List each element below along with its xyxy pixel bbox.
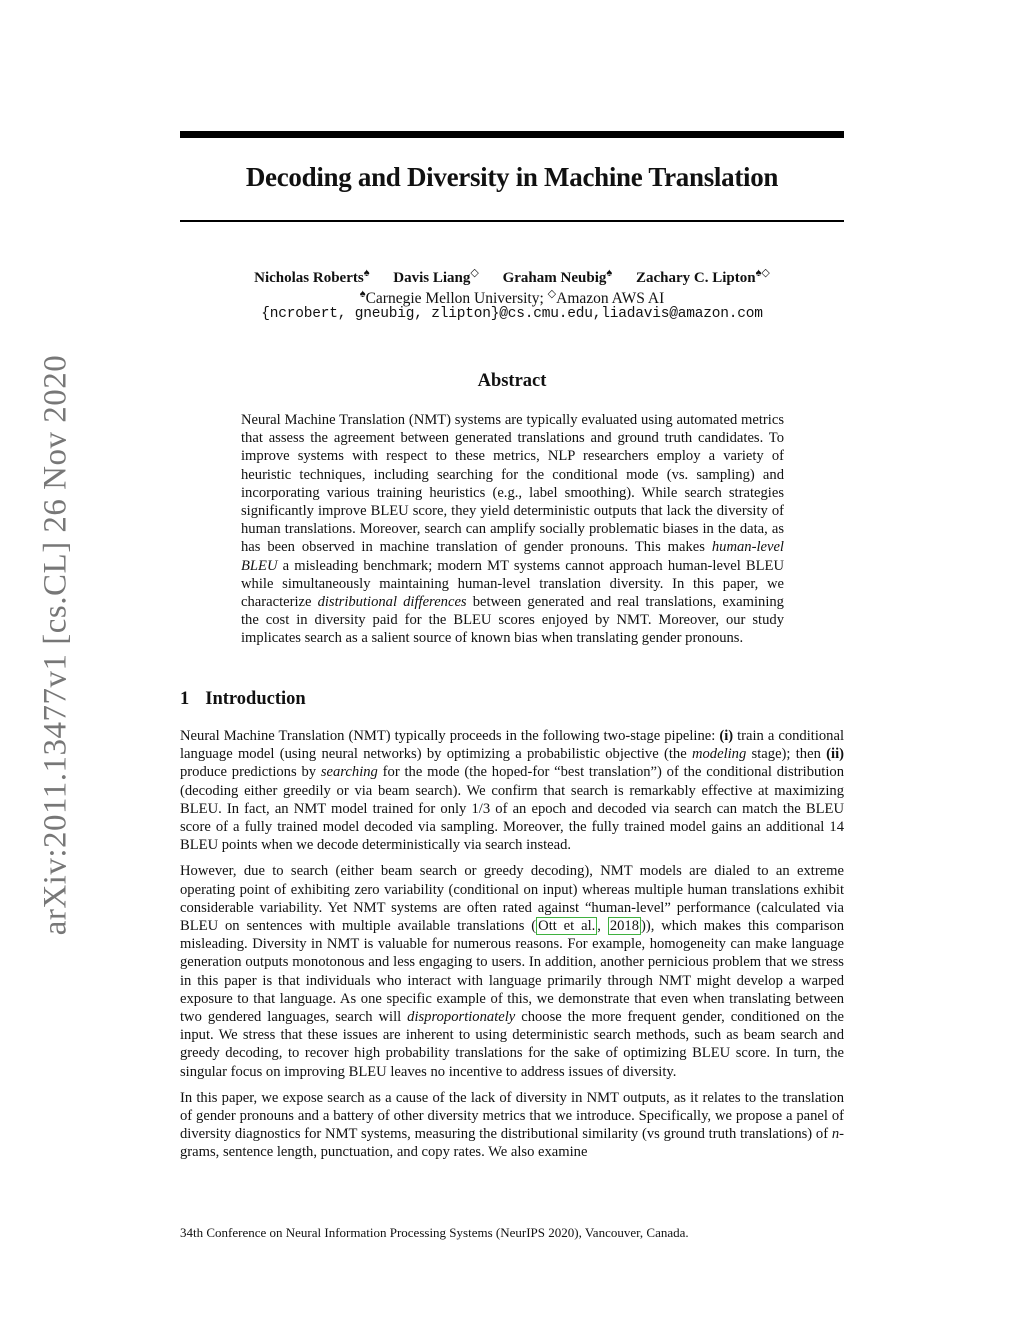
affiliations bbox=[180, 287, 844, 308]
body-text: of an epoch and decoded via search can match the BLEU score of a fully trained model decoded via sampling. Moreover, the fully trained model gains an additional 14 BLEU points when we decode deterministically via search instead. bbox=[180, 800, 844, 854]
body-text: -grams, sentence length, punctuation, and copy rates. We also examine bbox=[180, 1126, 844, 1161]
body-text: stage); then bbox=[746, 746, 827, 763]
conference-footnote: 34th Conference on Neural Information Processing Systems (NeurIPS 2020), Vancouver, Canada. bbox=[180, 1225, 689, 1240]
title-bottom-rule bbox=[180, 220, 844, 222]
author-name bbox=[502, 267, 613, 286]
author-name-text: Davis Liang bbox=[393, 270, 471, 286]
body-text: Neural Machine Translation (NMT) typically proceeds in the following two-stage pipeline: bbox=[180, 728, 720, 744]
author-name-text: Nicholas Roberts bbox=[254, 270, 364, 286]
affiliation-mark: ♠ bbox=[606, 267, 613, 279]
body-text: In this paper, we expose search as a cause of the lack of diversity in NMT outputs, as it relates to the translation of gender pronouns and a battery of other diversity metrics that we introduce. Specifically, we propose a panel of diversity diagnostics for NMT systems, measuring the distributional similarity (vs ground truth translations) of bbox=[180, 1089, 844, 1143]
body-bold: (i) bbox=[719, 728, 734, 744]
affiliation-text: Amazon AWS AI bbox=[556, 290, 665, 308]
abstract-emphasis: distributional differences bbox=[317, 594, 467, 611]
body-text: produce predictions by bbox=[180, 764, 321, 781]
author-name bbox=[254, 267, 370, 286]
abstract-text: Neural Machine Translation (NMT) systems are typically evaluated using automated metrics that assess the agreement between generated translations and ground truth candidates. To improve systems with respect to these metrics, NLP researchers employ a variety of heuristic techniques, including searching for the conditional mode (vs. sampling) and incorporating various training heuristics (e.g., label smoothing). While search strategies significantly improve BLEU score, they yield deterministic outputs that lack the diversity of human translations. Moreover, search can amplify socially problematic biases in the data, as has been observed in machine translation of gender pronouns. This makes bbox=[241, 412, 784, 556]
math-variable: n bbox=[831, 1126, 840, 1143]
author-list bbox=[180, 266, 844, 287]
body-text: train a conditional language model (using neural networks) by optimizing a probabilistic objective (the bbox=[180, 728, 845, 763]
affiliation-mark: ◇ bbox=[470, 267, 479, 279]
body-emphasis: modeling bbox=[691, 746, 747, 763]
abstract-heading: Abstract bbox=[477, 371, 547, 391]
arxiv-identifier-stamp: arXiv:2011.13477v1 [cs.CL] 26 Nov 2020 bbox=[37, 354, 74, 936]
author-name-text: Graham Neubig bbox=[502, 270, 607, 286]
body-text: for the mode (the hoped-for “best translation”) of the conditional distribution (decoding either greedily or via beam search). We confirm that search is remarkably effective at maximizing BLEU. In fact, an NMT model trained for only bbox=[180, 764, 845, 817]
author-name bbox=[635, 267, 770, 286]
section-heading bbox=[180, 689, 306, 710]
citation-link[interactable]: Ott et al. bbox=[538, 918, 596, 935]
math-fraction: 1/3 bbox=[471, 800, 491, 817]
author-name bbox=[393, 267, 479, 286]
body-bold: (ii) bbox=[826, 746, 844, 763]
body-text: However, due to search (either beam search or greedy decoding), NMT models are dialed to an extreme operating point of exhibiting zero variability (conditional on input) whereas multiple human translations exhibit considerable variability. Yet NMT systems are often rated against “human-level” performance (calculated via BLEU on sentences with multiple available translations ( bbox=[180, 863, 844, 935]
body-emphasis: searching bbox=[320, 764, 378, 781]
abstract-emphasis: human-level BLEU bbox=[241, 539, 784, 574]
body-paragraph bbox=[180, 727, 844, 854]
affiliation-text: Carnegie Mellon University; bbox=[365, 290, 548, 308]
affiliation-mark: ♠ bbox=[363, 267, 370, 279]
abstract-body bbox=[241, 411, 784, 648]
body-emphasis: disproportionately bbox=[407, 1009, 516, 1026]
affiliation-mark: ♠ bbox=[359, 288, 366, 300]
paper-title: Decoding and Diversity in Machine Translation bbox=[245, 162, 779, 192]
abstract-paragraph bbox=[241, 411, 784, 648]
affiliation-mark: ◇ bbox=[547, 288, 557, 300]
author-emails: {ncrobert, gneubig, zlipton}@cs.cmu.edu,liadavis@amazon.com bbox=[261, 306, 763, 322]
body-text: )), which makes this comparison misleading. Diversity in NMT is valuable for numerous reasons. For example, homogeneity can make language generation outputs monotonous and less engaging to users. In addition, another pernicious problem that we stress in this paper is that individuals who interact with language primarily through NMT might develop a warped exposure to that language. As one specific example of this, we demonstrate that even when translating between two gendered languages, search will bbox=[180, 918, 844, 1026]
introduction-body bbox=[180, 727, 844, 1162]
abstract-text: between generated and real translations, examining the cost in diversity paid for the BLEU scores enjoyed by NMT. Moreover, our study implicates search as a salient source of known bias when translating gender pronouns. bbox=[241, 594, 784, 647]
abstract-text: a misleading benchmark; modern MT systems cannot approach human-level BLEU while simultaneously maintaining human-level translation diversity. In this paper, we characterize bbox=[241, 557, 784, 611]
citation-link[interactable]: 2018 bbox=[609, 918, 639, 935]
section-number: 1 bbox=[180, 689, 190, 709]
body-text: , bbox=[597, 918, 608, 935]
body-paragraph bbox=[180, 1089, 844, 1162]
affiliation-mark: ♠◇ bbox=[755, 267, 770, 279]
section-title: Introduction bbox=[205, 689, 306, 709]
author-name-text: Zachary C. Lipton bbox=[635, 270, 756, 286]
title-top-rule bbox=[180, 131, 844, 138]
body-paragraph bbox=[180, 862, 844, 1080]
body-text: choose the more frequent gender, conditioned on the input. We stress that these issues are inherent to using deterministic search methods, such as beam search and greedy decoding, to recover high probability translations for the sake of optimizing BLEU score. In turn, the singular focus on improving BLEU leaves no incentive to address issues of diversity. bbox=[180, 1009, 844, 1080]
